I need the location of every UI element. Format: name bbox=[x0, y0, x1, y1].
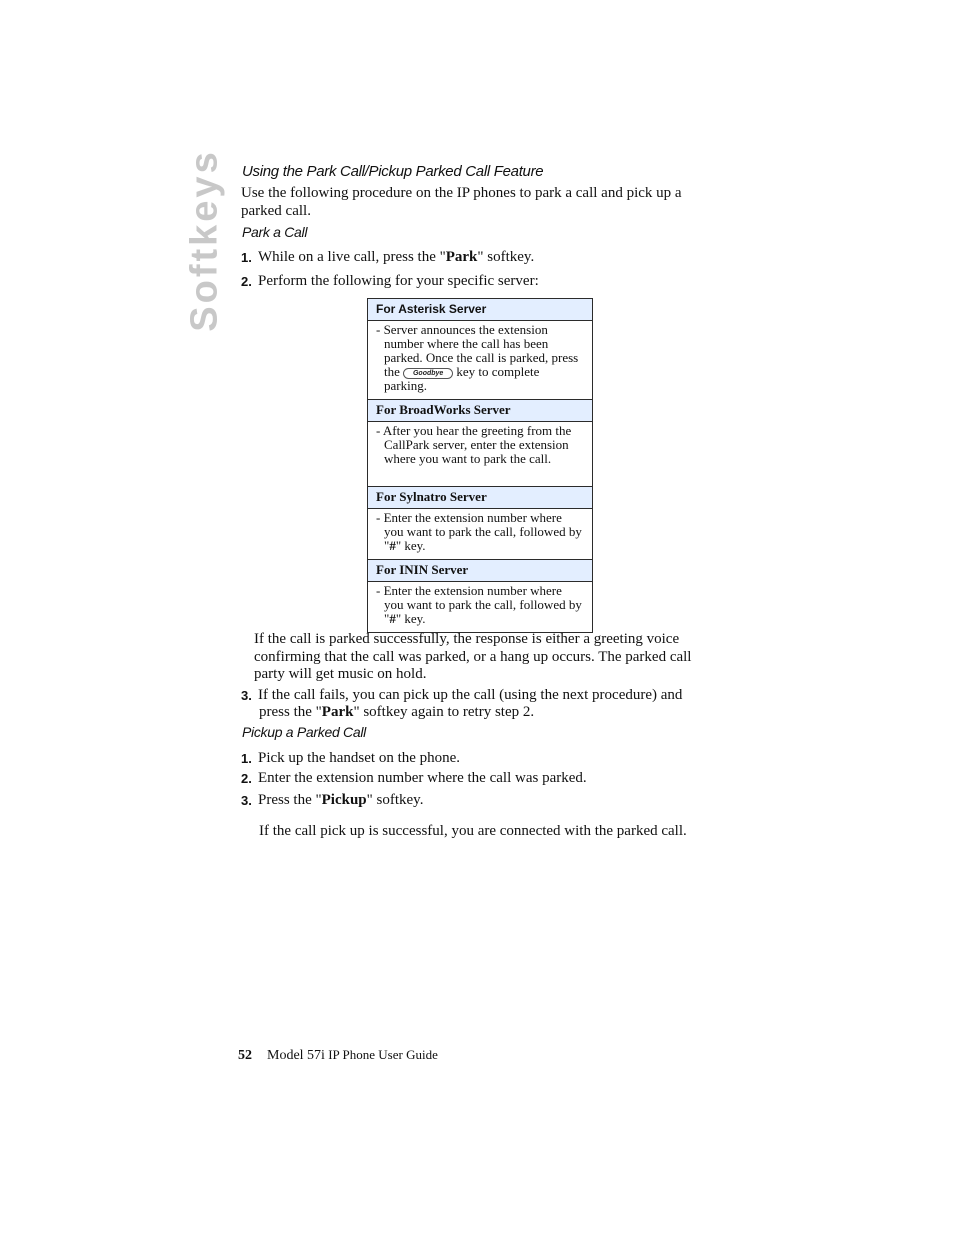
server-header: For ININ Server bbox=[368, 560, 593, 582]
table-row bbox=[368, 400, 593, 422]
server-table bbox=[367, 298, 593, 633]
table-row bbox=[368, 422, 593, 487]
server-instructions bbox=[368, 321, 593, 400]
result-line: confirming that the call was parked, or a hang up occurs. The parked call bbox=[254, 648, 692, 665]
softkey-name: Park bbox=[321, 704, 354, 720]
intro-line: parked call. bbox=[241, 202, 311, 219]
key-name: # bbox=[389, 538, 396, 553]
step-number: 1. bbox=[241, 751, 252, 766]
guide-title: IP Phone User Guide bbox=[324, 1047, 438, 1062]
step-text: Enter the extension number where the call was parked. bbox=[258, 770, 587, 786]
table-row bbox=[368, 509, 593, 560]
step-text: While on a live call, press the "Park" softkey. bbox=[258, 249, 535, 265]
side-tab-label: Softkeys bbox=[183, 148, 226, 332]
page-number: 52 bbox=[238, 1048, 252, 1063]
page-footer bbox=[238, 1047, 438, 1064]
server-header: For Sylnatro Server bbox=[368, 487, 593, 509]
goodbye-key-icon: Goodbye bbox=[403, 368, 453, 379]
section-title: Using the Park Call/Pickup Parked Call Feature bbox=[242, 163, 544, 180]
intro-line: Use the following procedure on the IP phones to park a call and pick up a bbox=[241, 185, 682, 201]
instruction-text: - Enter the extension number where you want to park the call, followed by "#" key. bbox=[376, 510, 582, 553]
step-number: 2. bbox=[241, 274, 252, 289]
step-text: Press the "Pickup" softkey. bbox=[258, 792, 424, 808]
step-text: If the call fails, you can pick up the call (using the next procedure) and press the "Park" softkey again to retry step 2. bbox=[258, 687, 683, 720]
table-row bbox=[368, 487, 593, 509]
server-header: For Asterisk Server bbox=[368, 299, 593, 321]
server-instructions bbox=[368, 582, 593, 633]
instruction-text: - Enter the extension number where you want to park the call, followed by "#" key. bbox=[376, 583, 582, 626]
step-text: Perform the following for your specific server: bbox=[258, 273, 539, 289]
table-row bbox=[368, 582, 593, 633]
park-heading: Park a Call bbox=[242, 224, 308, 240]
pickup-result: If the call pick up is successful, you are connected with the parked call. bbox=[259, 823, 687, 839]
table-row bbox=[368, 299, 593, 321]
step-text: Pick up the handset on the phone. bbox=[258, 750, 461, 766]
step-number: 3. bbox=[241, 793, 252, 808]
table-row bbox=[368, 321, 593, 400]
instruction-text: - Server announces the extension number where the call has been parked. Once the call is parked, press the Goodbye key to complete parking. bbox=[376, 322, 579, 393]
pickup-heading: Pickup a Parked Call bbox=[242, 724, 366, 740]
server-instructions bbox=[368, 422, 593, 487]
server-instructions bbox=[368, 509, 593, 560]
server-header: For BroadWorks Server bbox=[368, 400, 593, 422]
step-number: 3. bbox=[241, 688, 252, 703]
softkey-name: Pickup bbox=[321, 792, 367, 808]
side-tab bbox=[183, 148, 227, 332]
softkey-name: Park bbox=[445, 249, 478, 265]
table-row bbox=[368, 560, 593, 582]
section-intro bbox=[241, 185, 682, 220]
step-number: 1. bbox=[241, 250, 252, 265]
key-name: # bbox=[389, 611, 396, 626]
instruction-text: - After you hear the greeting from the CallPark server, enter the extension where you want to park the call. bbox=[376, 423, 572, 466]
result-line: If the call is parked successfully, the response is either a greeting voice bbox=[254, 631, 680, 647]
model-name: Model 57i bbox=[267, 1048, 325, 1063]
park-result bbox=[254, 631, 691, 684]
result-line: party will get music on hold. bbox=[254, 666, 427, 682]
step-number: 2. bbox=[241, 771, 252, 786]
